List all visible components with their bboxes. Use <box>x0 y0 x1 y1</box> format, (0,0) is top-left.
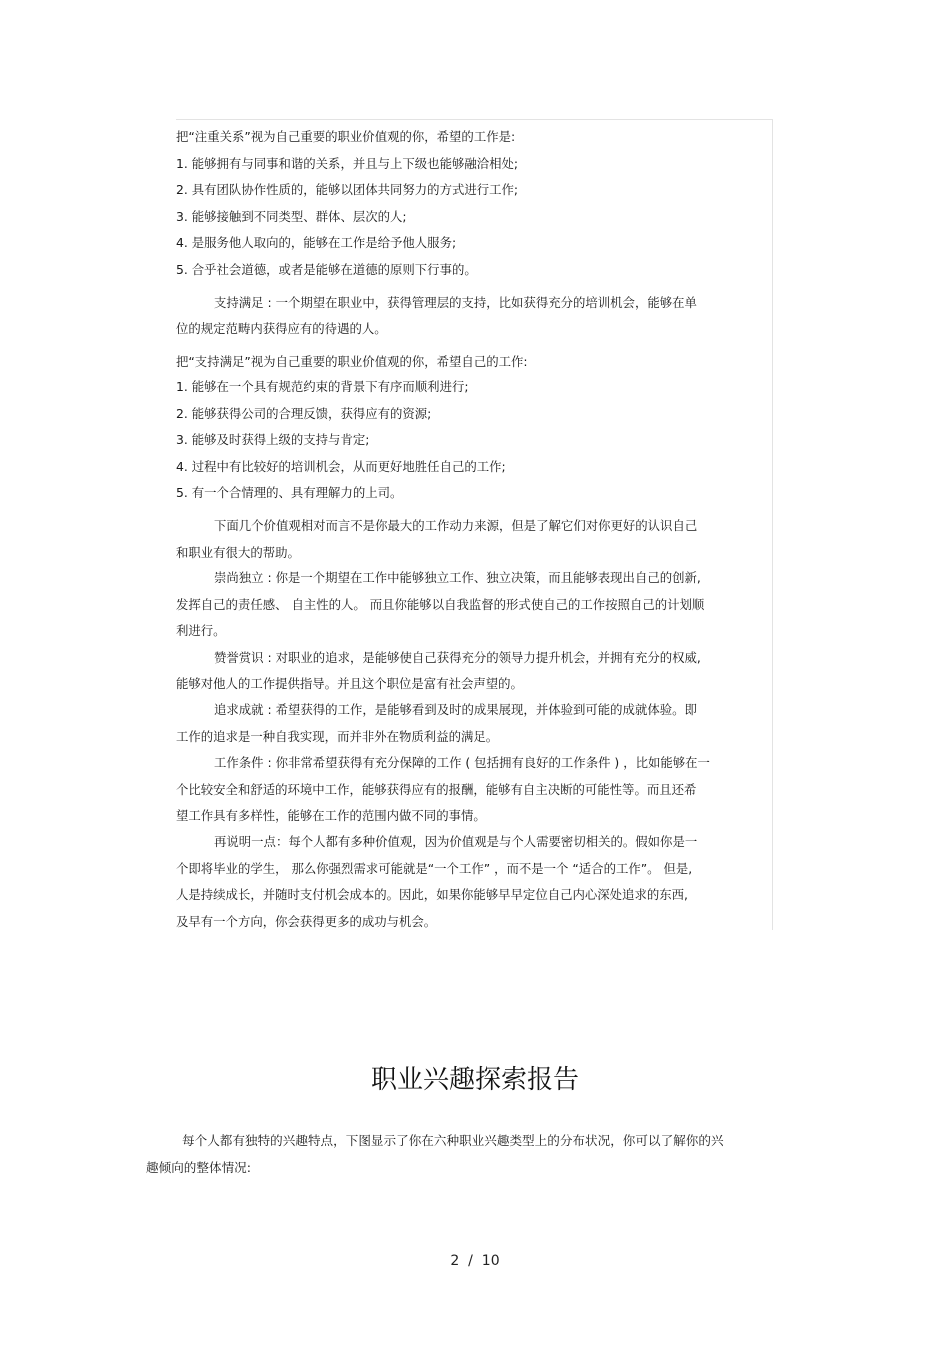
paragraph-line: 及早有一个方向，你会获得更多的成功与机会。 <box>176 914 437 929</box>
list-item: 1. 能够在一个具有规范约束的背景下有序而顺利进行; <box>176 379 469 394</box>
section-title: 职业兴趣探索报告 <box>370 1065 579 1095</box>
paragraph-line: 追求成就 : 希望获得的工作，是能够看到及时的成果展现，并体验到可能的成就体验。即 <box>214 702 697 717</box>
list-item: 1. 能够拥有与同事和谐的关系，并且与上下级也能够融洽相处; <box>176 156 519 171</box>
list-item: 2. 具有团队协作性质的，能够以团体共同努力的方式进行工作; <box>176 182 519 197</box>
list-item: 5. 合乎社会道德，或者是能够在道德的原则下行事的。 <box>176 262 477 277</box>
paragraph-line: 再说明一点：每个人都有多种价值观，因为价值观是与个人需要密切相关的。假如你是一 <box>214 834 698 849</box>
paragraph-line: 个比较安全和舒适的环境中工作，能够获得应有的报酬，能够有自主决断的可能性等。而且还希 <box>176 782 697 797</box>
list-item: 2. 能够获得公司的合理反馈，获得应有的资源; <box>176 406 432 421</box>
paragraph-line: 每个人都有独特的兴趣特点，下图显示了你在六种职业兴趣类型上的分布状况，你可以了解你的兴 <box>182 1133 724 1148</box>
paragraph-line: 位的规定范畴内获得应有的待遇的人。 <box>176 321 387 336</box>
paragraph-line: 人是持续成长，并随时支付机会成本的。因此，如果你能够早早定位自己内心深处追求的东西, <box>176 887 688 902</box>
paragraph-line: 赞誉赏识 : 对职业的追求，是能够使自己获得充分的领导力提升机会，并拥有充分的权威, <box>214 650 701 665</box>
page-indicator: 2 / 10 <box>450 1253 500 1269</box>
paragraph-line: 望工作具有多样性，能够在工作的范围内做不同的事情。 <box>176 808 486 823</box>
paragraph-line: 和职业有很大的帮助。 <box>176 545 300 560</box>
paragraph-line: 崇尚独立 : 你是一个期望在工作中能够独立工作、独立决策，而且能够表现出自己的创新, <box>214 570 701 585</box>
list-item: 4. 是服务他人取向的，能够在工作是给予他人服务; <box>176 235 457 250</box>
paragraph-line: 工作的追求是一种自我实现，而并非外在物质利益的满足。 <box>176 729 499 744</box>
list-item: 3. 能够接触到不同类型、群体、层次的人; <box>176 209 407 224</box>
paragraph-line: 利进行。 <box>176 623 226 638</box>
list-item: 3. 能够及时获得上级的支持与肯定; <box>176 432 370 447</box>
paragraph-line: 把“支持满足”视为自己重要的职业价值观的你，希望自己的工作: <box>176 354 528 369</box>
text-frame-right-border <box>772 119 773 930</box>
list-item: 5. 有一个合情理的、具有理解力的上司。 <box>176 485 403 500</box>
paragraph-line: 趣倾向的整体情况: <box>146 1160 251 1175</box>
paragraph-line: 工作条件 : 你非常希望获得有充分保障的工作 ( 包括拥有良好的工作条件 ) ，比如能够在一 <box>214 755 710 770</box>
paragraph-line: 发挥自己的责任感、 自主性的人。 而且你能够以自我监督的形式使自己的工作按照自己的计划顺 <box>176 597 705 612</box>
paragraph-line: 支持满足 : 一个期望在职业中，获得管理层的支持，比如获得充分的培训机会，能够在单 <box>214 295 697 310</box>
paragraph-line: 把“注重关系”视为自己重要的职业价值观的你，希望的工作是: <box>176 129 516 144</box>
paragraph-line: 能够对他人的工作提供指导。并且这个职位是富有社会声望的。 <box>176 676 523 691</box>
paragraph-line: 下面几个价值观相对而言不是你最大的工作动力来源，但是了解它们对你更好的认识自己 <box>214 518 698 533</box>
list-item: 4. 过程中有比较好的培训机会，从而更好地胜任自己的工作; <box>176 459 506 474</box>
paragraph-line: 个即将毕业的学生， 那么你强烈需求可能就是“一个工作” ，而不是一个 “适合的工作”。 但是, <box>176 861 693 876</box>
text-frame-top-border <box>176 119 773 120</box>
